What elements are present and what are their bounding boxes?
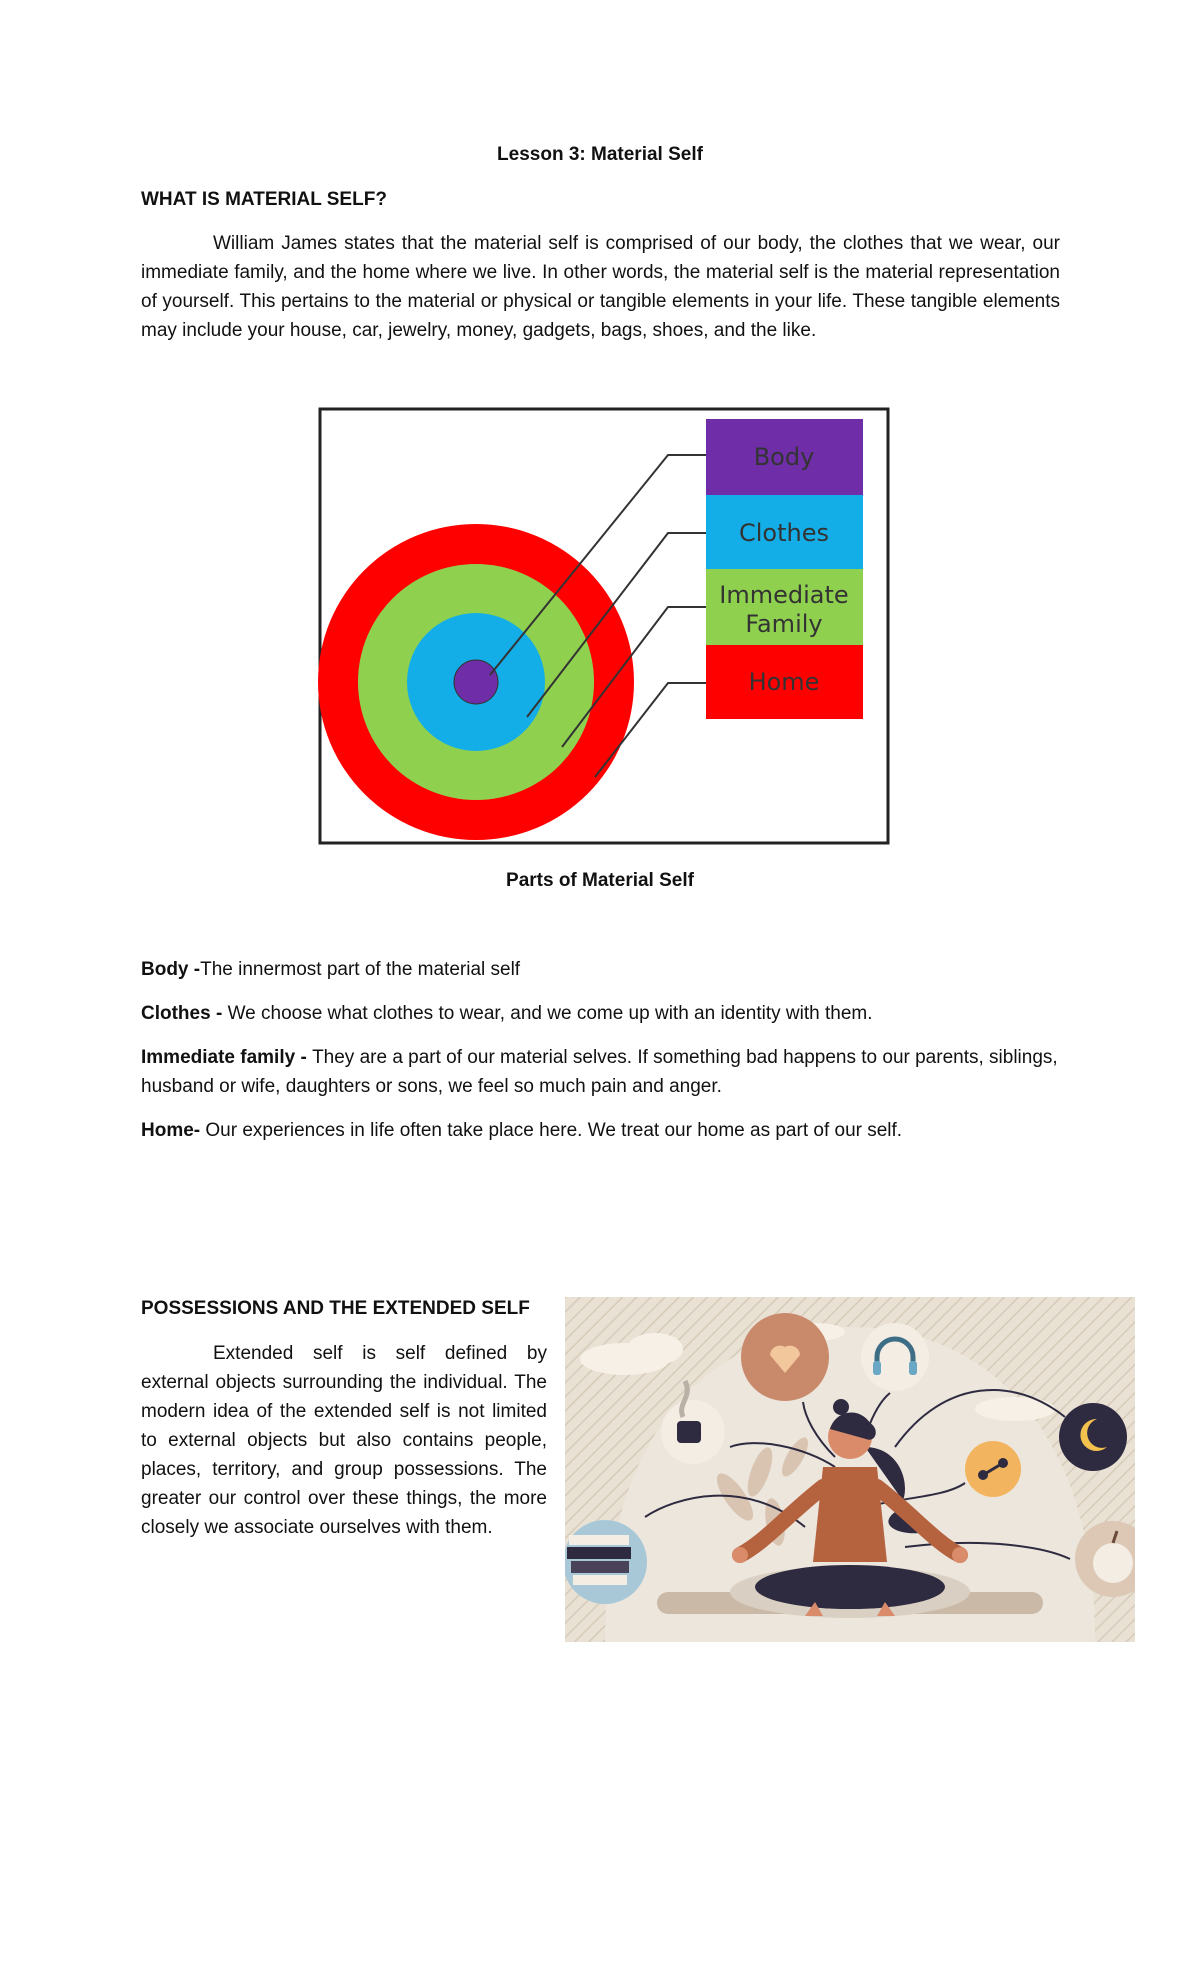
diagram-caption: Parts of Material Self [506, 870, 694, 891]
definition-separator: - [193, 1120, 206, 1141]
intro-paragraph: William James states that the material self is comprised of our body, the clothes that we wear, our immediate family, and the home where we live. In other words, the material self is the material representation of yourself. This pertains to the material or physical or tangible elements in your life. These tangible elements may include your house, car, jewelry, money, gadgets, bags, shoes, and the like. [141, 233, 1060, 341]
definition-body [141, 955, 1060, 984]
label-family-line2: Family [745, 610, 823, 638]
definition-home [141, 1116, 1060, 1145]
definition-term: Immediate family [141, 1047, 296, 1068]
definition-separator: - [210, 1003, 228, 1024]
definition-term: Home [141, 1120, 194, 1141]
label-family-line1: Immediate [719, 581, 849, 609]
lesson-title: Lesson 3: Material Self [497, 144, 703, 165]
moon-bubble [1059, 1403, 1127, 1471]
books-bubble [565, 1520, 647, 1604]
network-bubble [965, 1441, 1021, 1497]
section-heading-extended-self: POSSESSIONS AND THE EXTENDED SELF [141, 1298, 530, 1319]
material-self-diagram [318, 407, 890, 845]
definition-term: Body [141, 959, 189, 980]
headphones-bubble [861, 1323, 929, 1391]
definition-text: We choose what clothes to wear, and we come up with an identity with them. [227, 1003, 873, 1024]
definition-text: Our experiences in life often take place here. We treat our home as part of our self. [205, 1120, 903, 1141]
definition-clothes [141, 999, 1060, 1028]
definition-separator: - [188, 959, 201, 980]
illustration-svg [565, 1297, 1135, 1642]
extended-self-illustration [565, 1297, 1135, 1642]
label-clothes: Clothes [739, 519, 829, 547]
ring-body [454, 660, 498, 704]
label-body: Body [753, 443, 815, 471]
extended-self-paragraph: Extended self is self defined by external objects surrounding the individual. The modern idea of the extended self is not limited to external objects but also contains people, places, territory, and group possessions. The greater our control over these things, the more closely we associate ourselves with them. [141, 1343, 547, 1538]
section-heading-material-self: WHAT IS MATERIAL SELF? [141, 189, 387, 210]
definition-text: The innermost part of the material self [200, 959, 521, 980]
definition-separator: - [295, 1047, 313, 1068]
definition-immediate-family [141, 1043, 1060, 1101]
heart-bubble [741, 1313, 829, 1401]
definition-text: They are a part of our material selves. If something bad happens to our parents, siblings, husband or wife, daughters or sons, we feel so much pain and anger. [141, 1047, 1058, 1097]
definition-term: Clothes [141, 1003, 211, 1024]
label-home: Home [748, 668, 820, 696]
diagram-svg [318, 407, 890, 845]
